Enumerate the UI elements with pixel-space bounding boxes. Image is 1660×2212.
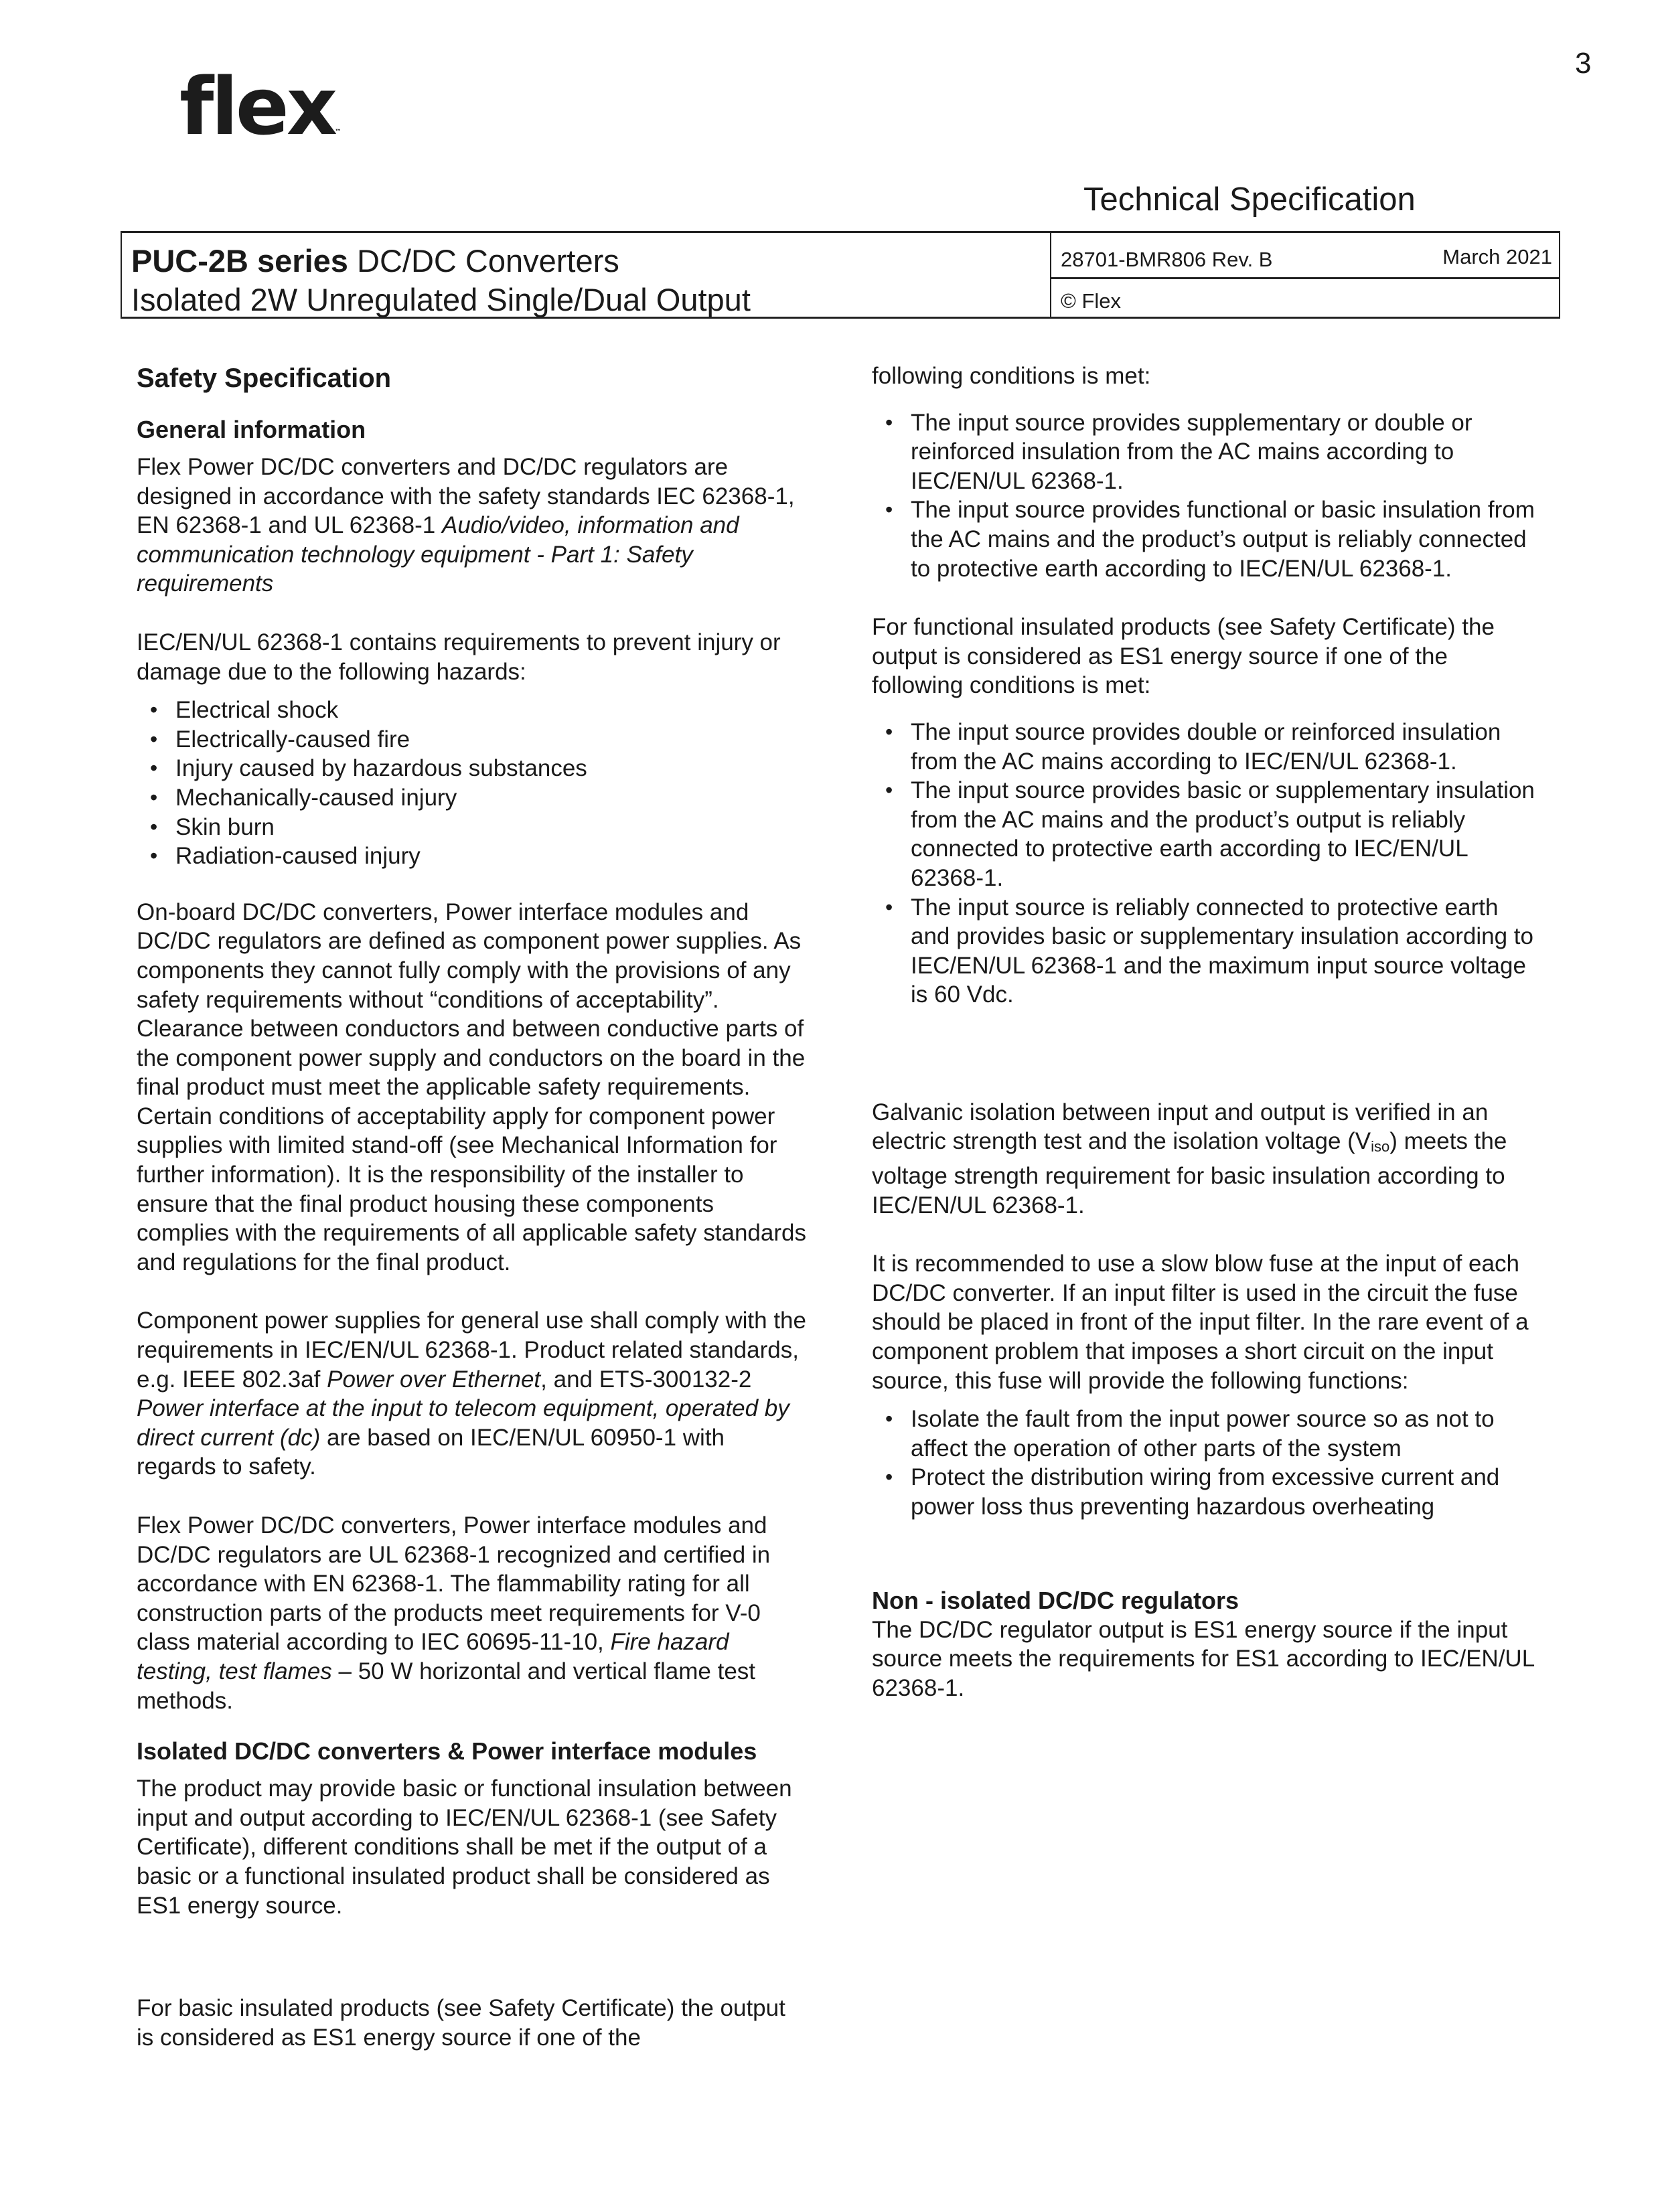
left-column bbox=[137, 362, 806, 2052]
product-series: PUC-2B series bbox=[131, 243, 348, 279]
non-isolated-heading: Non - isolated DC/DC regulators bbox=[872, 1586, 1239, 1614]
basic-conditions-list bbox=[872, 408, 1541, 584]
list-item: • Skin burn bbox=[137, 813, 806, 842]
continued-text: following conditions is met: bbox=[872, 363, 1151, 389]
copyright: © Flex bbox=[1061, 289, 1122, 313]
header-table bbox=[121, 231, 1560, 319]
list-item: • Protect the distribution wiring from excessive current and power loss thus preventing hazardous overheating bbox=[872, 1463, 1541, 1521]
text: Flex Power DC/DC converters, Power interface modules and DC/DC regulators are UL 62368-1 recognized and certified in accordance with EN 62368-1. The flammability rating for all construction parts of the products meet requirements for V-0 class material according to IEC 60695-11-10, bbox=[137, 1512, 771, 1656]
logo-text: flex bbox=[179, 60, 335, 153]
text: Component power supplies for general use shall comply with the requirements in IEC/EN/UL 62368-1. Product related standards, e.g. IEEE 802.3af bbox=[137, 1308, 806, 1393]
list-item: • The input source provides supplementary or double or reinforced insulation from the AC mains according to IEC/EN/UL 62368-1. bbox=[872, 408, 1541, 496]
list-item: • The input source is reliably connected to protective earth and provides basic or supplementary insulation according to IEC/EN/UL 62368-1 and the maximum input source voltage is 60 Vdc. bbox=[872, 893, 1541, 1010]
product-type: DC/DC Converters bbox=[348, 243, 619, 279]
text: are based on IEC/EN/UL 60950-1 with regards to safety. bbox=[137, 1424, 725, 1480]
list-item: • Radiation-caused injury bbox=[137, 842, 806, 871]
subscript: iso bbox=[1371, 1138, 1390, 1156]
list-item: • The input source provides double or reinforced insulation from the AC mains according to IEC/EN/UL 62368-1. bbox=[872, 718, 1541, 776]
functional-conditions-list bbox=[872, 718, 1541, 1010]
isolated-paragraph-2: For basic insulated products (see Safety Certificate) the output is considered as ES1 energy source if one of the bbox=[137, 1995, 785, 2051]
text: , and ETS-300132-2 bbox=[540, 1366, 752, 1393]
fuse-paragraph: It is recommended to use a slow blow fuse at the input of each DC/DC converter. If an input filter is used in the circuit the fuse should be placed in front of the input filter. In the rare event of a component problem that imposes a short circuit on the input source, this fuse will provide the following functions: bbox=[872, 1251, 1529, 1394]
list-item: • Mechanically-caused injury bbox=[137, 783, 806, 813]
right-column bbox=[872, 362, 1541, 1703]
text: Flex Power DC/DC converters and DC/DC regulators are designed in accordance with the safety standards IEC 62368-1, EN 62368-1 and UL 62368-1 bbox=[137, 454, 795, 539]
standard-title: Fire hazard testing, test flames bbox=[137, 1629, 729, 1684]
list-item: • The input source provides basic or supplementary insulation from the AC mains and the product’s output is reliably connected to protective earth according to IEC/EN/UL 62368-1. bbox=[872, 776, 1541, 892]
standard-title: Power over Ethernet bbox=[327, 1366, 541, 1393]
standard-title: Power interface at the input to telecom equipment, operated by direct current (dc) bbox=[137, 1395, 789, 1451]
galvanic-isolation-paragraph bbox=[872, 1098, 1541, 1220]
trademark-icon: ™ bbox=[334, 129, 342, 136]
isolated-paragraph-1: The product may provide basic or functional insulation between input and output according to IEC/EN/UL 62368-1 (see Safety Certificate), different conditions shall be met if the output of a basic or a functional insulated product shall be considered as ES1 energy source. bbox=[137, 1775, 792, 1919]
functional-paragraph: For functional insulated products (see Safety Certificate) the output is considered as ES1 energy source if one of the following conditions is met: bbox=[872, 614, 1495, 699]
product-title bbox=[131, 242, 619, 279]
list-item: • Isolate the fault from the input power source so as not to affect the operation of other parts of the system bbox=[872, 1405, 1541, 1463]
standards-paragraph bbox=[137, 1306, 806, 1482]
component-power-paragraph: On-board DC/DC converters, Power interface modules and DC/DC regulators are defined as component power supplies. As components they cannot fully comply with the provisions of any safety requirements without “conditions of acceptability”. Clearance between conductors and between conductive parts of the component power supply and conductors on the board in the final product must meet the applicable safety requirements. Certain conditions of acceptability apply for component power supplies with limited stand-off (see Mechanical Information for further information). It is the responsibility of the installer to ensure that the final product housing these components complies with the requirements of all applicable safety standards and regulations for the final product. bbox=[137, 898, 806, 1275]
text: ) meets the voltage strength requirement for basic insulation according to IEC/EN/UL 62368-1. bbox=[872, 1128, 1507, 1218]
list-item: • The input source provides functional or basic insulation from the AC mains and the product’s output is reliably connected to protective earth according to IEC/EN/UL 62368-1. bbox=[872, 495, 1541, 583]
header-title-cell bbox=[122, 233, 1051, 317]
list-item: • Electrical shock bbox=[137, 696, 806, 725]
document-type: Technical Specification bbox=[1083, 181, 1416, 218]
fuse-functions-list bbox=[872, 1405, 1541, 1521]
general-paragraph-1 bbox=[137, 453, 806, 599]
list-item: • Injury caused by hazardous substances bbox=[137, 754, 806, 783]
non-isolated-paragraph: The DC/DC regulator output is ES1 energy source if the input source meets the requirements for ES1 according to IEC/EN/UL 62368-1. bbox=[872, 1616, 1534, 1701]
section-title: Safety Specification bbox=[137, 364, 392, 393]
general-information-heading: General information bbox=[137, 416, 366, 443]
header-meta-row bbox=[1051, 233, 1559, 279]
isolated-converters-heading: Isolated DC/DC converters & Power interface modules bbox=[137, 1737, 757, 1765]
certification-paragraph bbox=[137, 1511, 806, 1715]
standard-title: Audio/video, information and communication technology equipment - Part 1: Safety requirements bbox=[137, 512, 739, 597]
general-paragraph-2: IEC/EN/UL 62368-1 contains requirements to prevent injury or damage due to the following hazards: bbox=[137, 629, 781, 685]
flex-logo bbox=[179, 60, 342, 153]
list-item: • Electrically-caused fire bbox=[137, 725, 806, 755]
text: Galvanic isolation between input and output is verified in an electric strength test and the isolation voltage (V bbox=[872, 1099, 1489, 1155]
text: – 50 W horizontal and vertical flame test methods. bbox=[137, 1658, 756, 1714]
header-meta-cell bbox=[1051, 233, 1559, 317]
hazard-list bbox=[137, 696, 806, 871]
product-subtitle: Isolated 2W Unregulated Single/Dual Output bbox=[131, 282, 751, 317]
document-date: March 2021 bbox=[1442, 245, 1552, 268]
page-number: 3 bbox=[1575, 47, 1592, 80]
document-number: 28701-BMR806 Rev. B bbox=[1061, 248, 1273, 271]
